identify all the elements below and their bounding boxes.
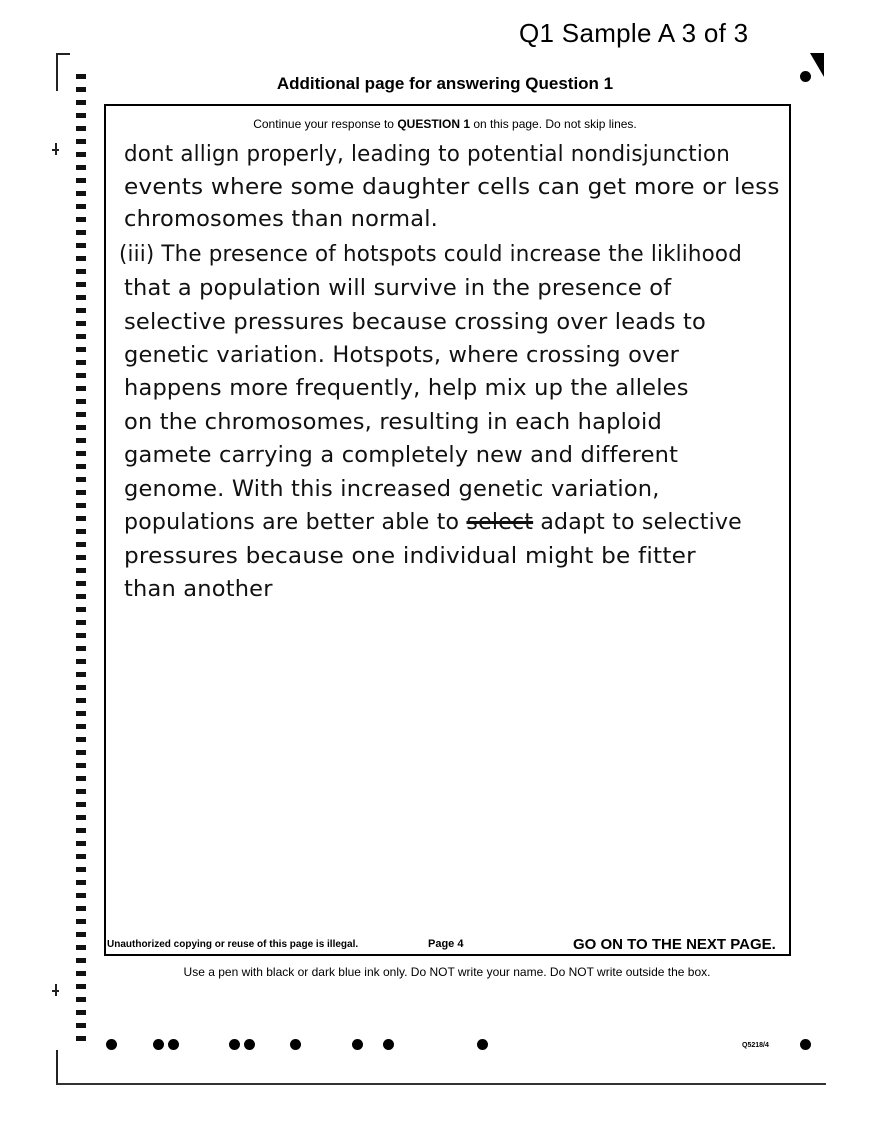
scan-dot bbox=[106, 1039, 117, 1050]
struck-word: select bbox=[466, 509, 534, 535]
margin-tick-stem bbox=[55, 143, 57, 155]
form-code: Q5218/4 bbox=[742, 1042, 769, 1049]
corner-mark-top-left bbox=[56, 53, 70, 55]
response-line: than another bbox=[124, 576, 273, 602]
scan-dot bbox=[168, 1039, 179, 1050]
scan-dot bbox=[290, 1039, 301, 1050]
response-line bbox=[124, 511, 742, 534]
response-line: chromosomes than normal. bbox=[124, 206, 439, 232]
margin-tick-stem bbox=[55, 984, 57, 996]
timing-track bbox=[76, 74, 86, 1046]
response-line: events where some daughter cells can get more or less bbox=[124, 174, 780, 200]
page-number: Page 4 bbox=[428, 938, 464, 950]
response-segment: adapt to selective bbox=[540, 509, 742, 535]
response-line: gamete carrying a completely new and different bbox=[124, 442, 679, 468]
response-line: pressures because one individual might be fitter bbox=[124, 543, 696, 569]
sample-label: Q1 Sample A 3 of 3 bbox=[519, 18, 749, 48]
scan-dot bbox=[477, 1039, 488, 1050]
scan-dot bbox=[800, 1039, 811, 1050]
response-line: selective pressures because crossing over leads to bbox=[124, 309, 706, 335]
scan-dot bbox=[229, 1039, 240, 1050]
response-line: genetic variation. Hotspots, where crossing over bbox=[124, 342, 680, 368]
corner-mark-bottom-left bbox=[56, 1050, 58, 1085]
response-line: that a population will survive in the presence of bbox=[124, 275, 672, 301]
scan-dot bbox=[352, 1039, 363, 1050]
response-line: happens more frequently, help mix up the alleles bbox=[124, 375, 689, 401]
response-line: dont allign properly, leading to potential nondisjunction bbox=[124, 141, 730, 167]
copyright-notice: Unauthorized copying or reuse of this page is illegal. bbox=[107, 939, 359, 950]
instruction-prefix: Continue your response to bbox=[253, 117, 398, 131]
next-page-notice: GO ON TO THE NEXT PAGE. bbox=[573, 936, 776, 953]
scan-dot bbox=[244, 1039, 255, 1050]
response-line: (iii) The presence of hotspots could increase the liklihood bbox=[119, 241, 742, 267]
instruction-question: QUESTION 1 bbox=[397, 117, 470, 131]
instruction-line bbox=[0, 117, 880, 131]
response-segment: populations are better able to bbox=[124, 509, 460, 535]
scan-dot bbox=[153, 1039, 164, 1050]
instruction-suffix: on this page. Do not skip lines. bbox=[470, 117, 637, 131]
scan-dot bbox=[383, 1039, 394, 1050]
bottom-border-line bbox=[56, 1083, 826, 1085]
response-line: genome. With this increased genetic variation, bbox=[124, 476, 660, 502]
response-line: on the chromosomes, resulting in each haploid bbox=[124, 409, 662, 435]
page-title: Additional page for answering Question 1 bbox=[276, 74, 614, 93]
ink-instruction: Use a pen with black or dark blue ink only. Do NOT write your name. Do NOT write outside the box. bbox=[183, 965, 711, 979]
